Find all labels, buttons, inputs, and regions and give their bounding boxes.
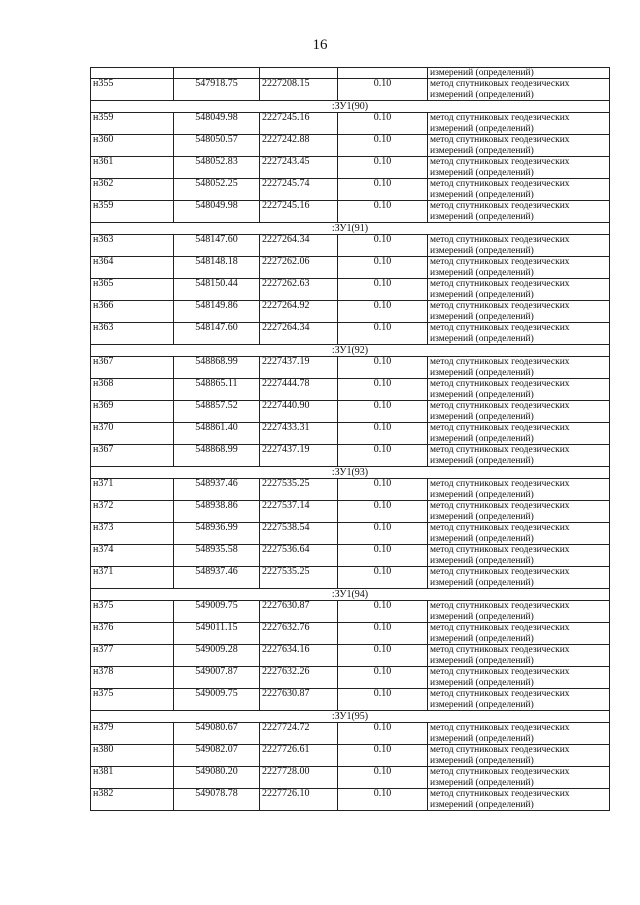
continuation-row [91,68,610,79]
x-coordinate-cell: 548937.46 [174,567,260,589]
method-line-2: измерений (определений) [430,123,534,134]
method-line-1: метод спутниковых геодезических [430,667,570,677]
method-line-1: метод спутниковых геодезических [430,279,570,289]
x-coordinate-cell: 549009.75 [174,689,260,711]
y-coordinate-cell: 2227245.74 [260,179,338,201]
method-line-2: измерений (определений) [430,145,534,156]
y-coordinate-cell: 2227264.34 [260,323,338,345]
method-line-2: измерений (определений) [430,655,534,666]
method-cell [428,723,610,745]
method-line-1: метод спутниковых геодезических [430,479,570,489]
y-coordinate-cell: 2227440.90 [260,401,338,423]
table-row [91,379,610,401]
method-line-1: метод спутниковых геодезических [430,179,570,189]
table-row [91,179,610,201]
method-cell [428,157,610,179]
parcel-group-header-row [91,467,610,479]
accuracy-cell: 0.10 [338,201,428,223]
point-name-cell: н363 [91,235,174,257]
continuation-cell-method [428,68,610,79]
y-coordinate-cell: 2227726.61 [260,745,338,767]
method-line-1: метод спутниковых геодезических [430,645,570,655]
table-row [91,279,610,301]
accuracy-cell: 0.10 [338,723,428,745]
point-name-cell: н372 [91,501,174,523]
point-name-cell: н370 [91,423,174,445]
accuracy-cell: 0.10 [338,689,428,711]
x-coordinate-cell: 548052.25 [174,179,260,201]
accuracy-cell: 0.10 [338,357,428,379]
method-line-2: измерений (определений) [430,489,534,500]
y-coordinate-cell: 2227538.54 [260,523,338,545]
method-cell [428,523,610,545]
method-line-1: метод спутниковых геодезических [430,357,570,367]
method-line-2: измерений (определений) [430,799,534,810]
y-coordinate-cell: 2227264.34 [260,235,338,257]
method-cell [428,257,610,279]
x-coordinate-cell: 547918.75 [174,79,260,101]
method-line-1: метод спутниковых геодезических [430,201,570,211]
continuation-method-text: измерений (определений) [430,68,534,78]
method-cell [428,279,610,301]
method-line-1: метод спутниковых геодезических [430,423,570,433]
table-row [91,623,610,645]
method-line-1: метод спутниковых геодезических [430,301,570,311]
table-row [91,479,610,501]
point-name-cell: н365 [91,279,174,301]
method-line-2: измерений (определений) [430,777,534,788]
x-coordinate-cell: 549009.28 [174,645,260,667]
y-coordinate-cell: 2227242.88 [260,135,338,157]
parcel-group-label: :ЗУ1(90) [91,101,610,113]
accuracy-cell: 0.10 [338,401,428,423]
accuracy-cell: 0.10 [338,501,428,523]
method-cell [428,235,610,257]
parcel-group-header-row [91,345,610,357]
method-line-1: метод спутниковых геодезических [430,157,570,167]
method-line-2: измерений (определений) [430,245,534,256]
method-line-1: метод спутниковых геодезических [430,523,570,533]
point-name-cell: н360 [91,135,174,157]
method-cell [428,423,610,445]
accuracy-cell: 0.10 [338,645,428,667]
table-row [91,323,610,345]
accuracy-cell: 0.10 [338,179,428,201]
y-coordinate-cell: 2227632.26 [260,667,338,689]
method-line-2: измерений (определений) [430,733,534,744]
x-coordinate-cell: 549078.78 [174,789,260,811]
method-line-2: измерений (определений) [430,389,534,400]
table-row [91,745,610,767]
point-name-cell: н362 [91,179,174,201]
point-name-cell: н371 [91,567,174,589]
method-line-1: метод спутниковых геодезических [430,401,570,411]
method-cell [428,401,610,423]
point-name-cell: н376 [91,623,174,645]
y-coordinate-cell: 2227536.64 [260,545,338,567]
y-coordinate-cell: 2227245.16 [260,201,338,223]
point-name-cell: н373 [91,523,174,545]
y-coordinate-cell: 2227444.78 [260,379,338,401]
y-coordinate-cell: 2227632.76 [260,623,338,645]
accuracy-cell: 0.10 [338,767,428,789]
accuracy-cell: 0.10 [338,623,428,645]
page-number: 16 [312,37,328,53]
method-line-2: измерений (определений) [430,677,534,688]
method-line-2: измерений (определений) [430,89,534,100]
table-row [91,723,610,745]
accuracy-cell: 0.10 [338,789,428,811]
accuracy-cell: 0.10 [338,567,428,589]
point-name-cell: н355 [91,79,174,101]
x-coordinate-cell: 548052.83 [174,157,260,179]
accuracy-cell: 0.10 [338,601,428,623]
method-line-2: измерений (определений) [430,455,534,466]
point-name-cell: н374 [91,545,174,567]
table-row [91,445,610,467]
method-cell [428,667,610,689]
y-coordinate-cell: 2227537.14 [260,501,338,523]
method-line-2: измерений (определений) [430,189,534,200]
accuracy-cell: 0.10 [338,479,428,501]
method-cell [428,323,610,345]
table-row [91,423,610,445]
method-line-1: метод спутниковых геодезических [430,379,570,389]
method-cell [428,201,610,223]
point-name-cell: н359 [91,201,174,223]
method-cell [428,767,610,789]
point-name-cell: н369 [91,401,174,423]
table-row [91,235,610,257]
continuation-cell-x [174,68,260,79]
method-line-1: метод спутниковых геодезических [430,79,570,89]
method-line-1: метод спутниковых геодезических [430,257,570,267]
parcel-group-label: :ЗУ1(91) [91,223,610,235]
point-name-cell: н359 [91,113,174,135]
method-cell [428,113,610,135]
table-row [91,767,610,789]
x-coordinate-cell: 548147.60 [174,323,260,345]
method-line-2: измерений (определений) [430,555,534,566]
y-coordinate-cell: 2227634.16 [260,645,338,667]
y-coordinate-cell: 2227726.10 [260,789,338,811]
accuracy-cell: 0.10 [338,545,428,567]
method-line-2: измерений (определений) [430,333,534,344]
table-row [91,79,610,101]
method-line-1: метод спутниковых геодезических [430,445,570,455]
x-coordinate-cell: 548149.86 [174,301,260,323]
y-coordinate-cell: 2227262.63 [260,279,338,301]
parcel-group-header-row [91,101,610,113]
accuracy-cell: 0.10 [338,113,428,135]
method-line-2: измерений (определений) [430,755,534,766]
y-coordinate-cell: 2227245.16 [260,113,338,135]
method-cell [428,357,610,379]
point-name-cell: н382 [91,789,174,811]
method-cell [428,445,610,467]
x-coordinate-cell: 549082.07 [174,745,260,767]
y-coordinate-cell: 2227630.87 [260,601,338,623]
x-coordinate-cell: 548861.40 [174,423,260,445]
method-line-1: метод спутниковых геодезических [430,689,570,699]
table-row [91,201,610,223]
accuracy-cell: 0.10 [338,745,428,767]
parcel-group-header-row [91,223,610,235]
point-name-cell: н377 [91,645,174,667]
table-row [91,567,610,589]
y-coordinate-cell: 2227243.45 [260,157,338,179]
method-cell [428,601,610,623]
y-coordinate-cell: 2227437.19 [260,445,338,467]
x-coordinate-cell: 548147.60 [174,235,260,257]
table-row [91,601,610,623]
parcel-group-label: :ЗУ1(92) [91,345,610,357]
table-row [91,645,610,667]
method-line-1: метод спутниковых геодезических [430,789,570,799]
continuation-cell-y [260,68,338,79]
table-row [91,667,610,689]
point-name-cell: н367 [91,445,174,467]
method-line-1: метод спутниковых геодезических [430,745,570,755]
method-cell [428,379,610,401]
point-name-cell: н364 [91,257,174,279]
method-cell [428,179,610,201]
x-coordinate-cell: 548148.18 [174,257,260,279]
table-row [91,257,610,279]
method-cell [428,301,610,323]
x-coordinate-cell: 548857.52 [174,401,260,423]
method-cell [428,789,610,811]
parcel-group-label: :ЗУ1(95) [91,711,610,723]
table-row [91,545,610,567]
point-name-cell: н371 [91,479,174,501]
method-line-2: измерений (определений) [430,167,534,178]
method-line-2: измерений (определений) [430,577,534,588]
method-line-1: метод спутниковых геодезических [430,235,570,245]
y-coordinate-cell: 2227264.92 [260,301,338,323]
table-row [91,135,610,157]
method-cell [428,623,610,645]
x-coordinate-cell: 548868.99 [174,357,260,379]
accuracy-cell: 0.10 [338,157,428,179]
method-line-2: измерений (определений) [430,511,534,522]
method-cell [428,135,610,157]
table-row [91,523,610,545]
point-name-cell: н363 [91,323,174,345]
method-cell [428,79,610,101]
y-coordinate-cell: 2227535.25 [260,479,338,501]
x-coordinate-cell: 548049.98 [174,113,260,135]
point-name-cell: н361 [91,157,174,179]
x-coordinate-cell: 548938.86 [174,501,260,523]
continuation-cell-name [91,68,174,79]
table-row [91,301,610,323]
x-coordinate-cell: 548865.11 [174,379,260,401]
coordinates-table-body [91,68,610,811]
table-row [91,501,610,523]
method-line-2: измерений (определений) [430,699,534,710]
method-cell [428,479,610,501]
method-cell [428,545,610,567]
accuracy-cell: 0.10 [338,301,428,323]
x-coordinate-cell: 548049.98 [174,201,260,223]
parcel-group-label: :ЗУ1(94) [91,589,610,601]
method-line-2: измерений (определений) [430,267,534,278]
point-name-cell: н375 [91,601,174,623]
method-cell [428,645,610,667]
method-line-1: метод спутниковых геодезических [430,767,570,777]
method-cell [428,689,610,711]
y-coordinate-cell: 2227433.31 [260,423,338,445]
x-coordinate-cell: 549007.87 [174,667,260,689]
parcel-group-header-row [91,711,610,723]
accuracy-cell: 0.10 [338,135,428,157]
point-name-cell: н366 [91,301,174,323]
y-coordinate-cell: 2227437.19 [260,357,338,379]
point-name-cell: н381 [91,767,174,789]
y-coordinate-cell: 2227724.72 [260,723,338,745]
accuracy-cell: 0.10 [338,423,428,445]
x-coordinate-cell: 548937.46 [174,479,260,501]
method-line-1: метод спутниковых геодезических [430,323,570,333]
y-coordinate-cell: 2227535.25 [260,567,338,589]
y-coordinate-cell: 2227262.06 [260,257,338,279]
x-coordinate-cell: 548936.99 [174,523,260,545]
x-coordinate-cell: 549080.67 [174,723,260,745]
accuracy-cell: 0.10 [338,667,428,689]
continuation-cell-accuracy [338,68,428,79]
method-line-2: измерений (определений) [430,367,534,378]
method-line-2: измерений (определений) [430,611,534,622]
accuracy-cell: 0.10 [338,323,428,345]
accuracy-cell: 0.10 [338,235,428,257]
y-coordinate-cell: 2227728.00 [260,767,338,789]
method-line-1: метод спутниковых геодезических [430,723,570,733]
method-line-1: метод спутниковых геодезических [430,601,570,611]
y-coordinate-cell: 2227630.87 [260,689,338,711]
parcel-group-label: :ЗУ1(93) [91,467,610,479]
accuracy-cell: 0.10 [338,79,428,101]
x-coordinate-cell: 548868.99 [174,445,260,467]
table-row [91,113,610,135]
method-cell [428,567,610,589]
method-cell [428,501,610,523]
method-line-2: измерений (определений) [430,211,534,222]
table-row [91,157,610,179]
method-line-2: измерений (определений) [430,533,534,544]
point-name-cell: н375 [91,689,174,711]
point-name-cell: н380 [91,745,174,767]
method-line-2: измерений (определений) [430,289,534,300]
method-line-1: метод спутниковых геодезических [430,545,570,555]
method-line-1: метод спутниковых геодезических [430,113,570,123]
method-line-1: метод спутниковых геодезических [430,567,570,577]
table-row [91,789,610,811]
accuracy-cell: 0.10 [338,523,428,545]
table-row [91,689,610,711]
accuracy-cell: 0.10 [338,257,428,279]
coordinates-table [90,67,610,811]
point-name-cell: н367 [91,357,174,379]
accuracy-cell: 0.10 [338,279,428,301]
method-line-2: измерений (определений) [430,433,534,444]
accuracy-cell: 0.10 [338,445,428,467]
point-name-cell: н378 [91,667,174,689]
method-line-2: измерений (определений) [430,411,534,422]
parcel-group-header-row [91,589,610,601]
x-coordinate-cell: 549009.75 [174,601,260,623]
method-line-1: метод спутниковых геодезических [430,501,570,511]
point-name-cell: н368 [91,379,174,401]
x-coordinate-cell: 549080.20 [174,767,260,789]
method-line-1: метод спутниковых геодезических [430,623,570,633]
x-coordinate-cell: 549011.15 [174,623,260,645]
x-coordinate-cell: 548150.44 [174,279,260,301]
method-line-1: метод спутниковых геодезических [430,135,570,145]
method-line-2: измерений (определений) [430,311,534,322]
method-line-2: измерений (определений) [430,633,534,644]
method-cell [428,745,610,767]
x-coordinate-cell: 548935.58 [174,545,260,567]
accuracy-cell: 0.10 [338,379,428,401]
point-name-cell: н379 [91,723,174,745]
y-coordinate-cell: 2227208.15 [260,79,338,101]
table-row [91,357,610,379]
x-coordinate-cell: 548050.57 [174,135,260,157]
table-row [91,401,610,423]
